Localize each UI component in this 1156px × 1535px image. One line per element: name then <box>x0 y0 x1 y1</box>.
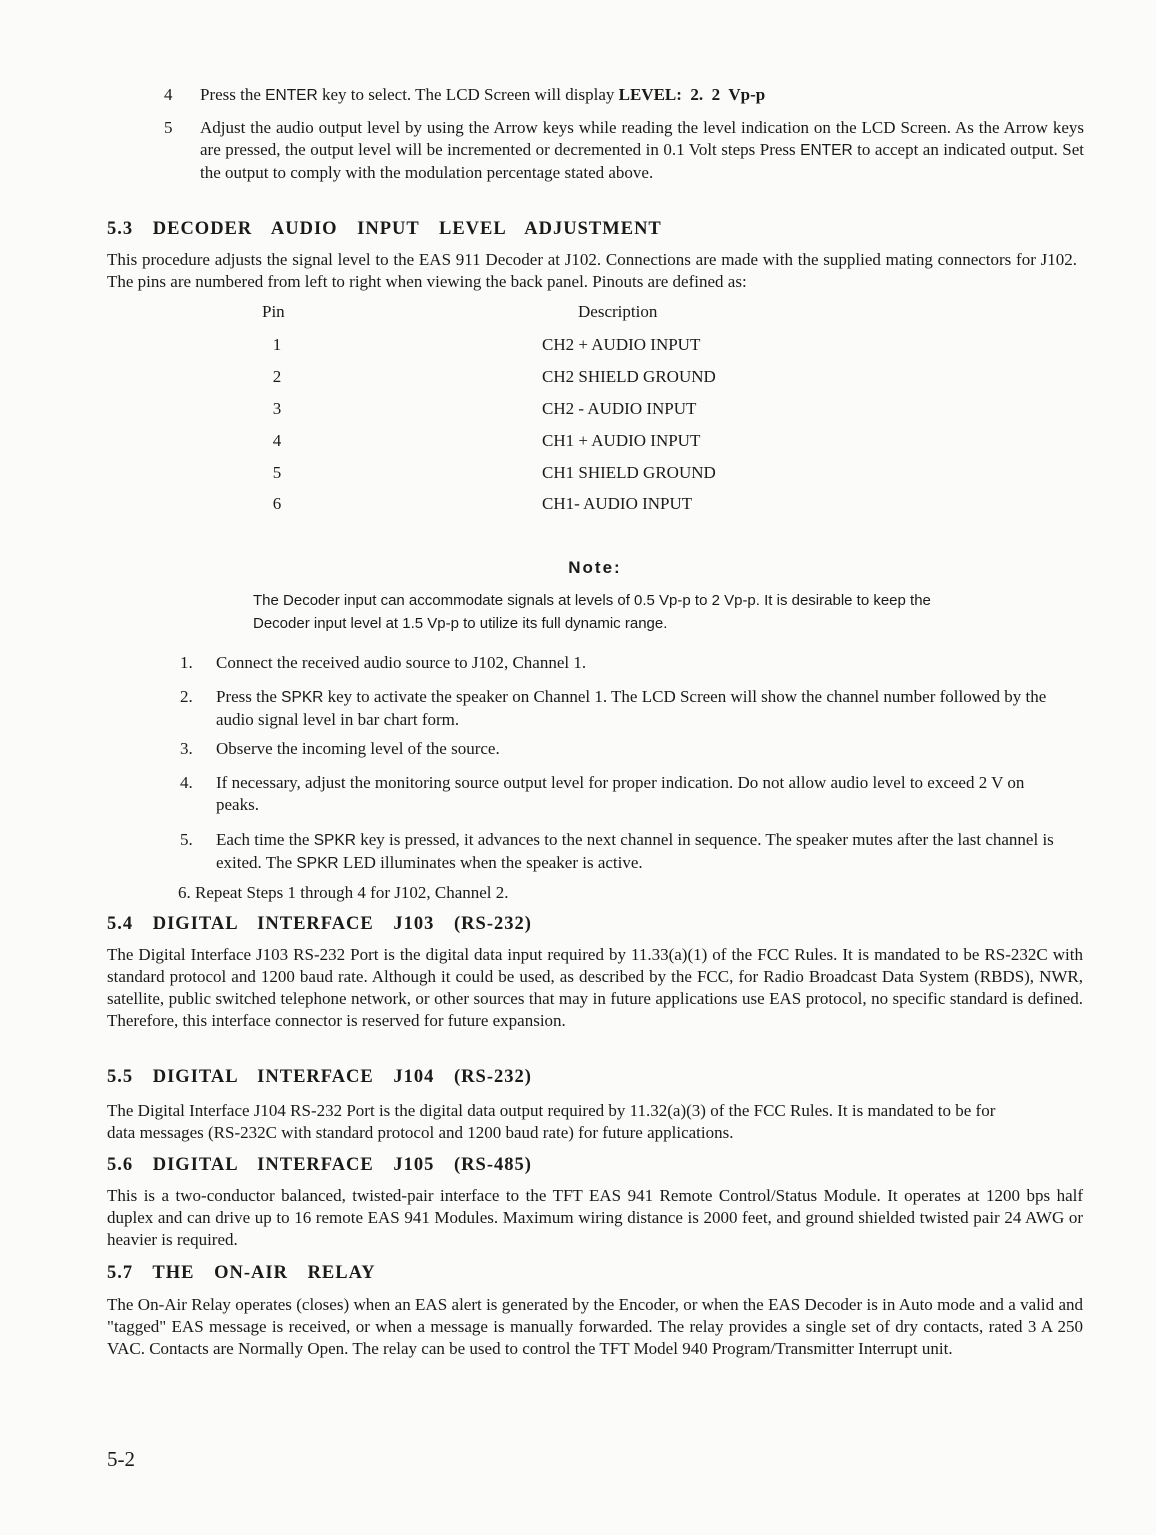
pinout-table-header <box>262 301 822 325</box>
pin-number: 6 <box>272 494 282 513</box>
step-text: LED illuminates when the speaker is active. <box>338 853 643 872</box>
section-heading-5-4: 5.4 DIGITAL INTERFACE J103 (RS-232) <box>107 914 532 934</box>
step-text: 6. Repeat Steps 1 through 4 for J102, Channel 2. <box>178 883 509 902</box>
decoder-step-3 <box>180 738 1060 760</box>
pin-number: 5 <box>272 463 282 482</box>
table-row <box>262 430 822 454</box>
pin-number: 4 <box>272 431 282 450</box>
note-text: The Decoder input can accommodate signals at levels of 0.5 Vp-p to 2 Vp-p. It is desirable to keep the Decoder input level at 1.5 Vp-p to utilize its full dynamic range. <box>253 592 931 632</box>
step-text: key is pressed, it advances to the next channel in sequence. The speaker mutes after the last channel is exited. The <box>216 830 1054 872</box>
step-text: Each time the <box>216 830 314 849</box>
pin-description: CH2 SHIELD GROUND <box>542 367 716 386</box>
section-paragraph-5-4: The Digital Interface J103 RS-232 Port is the digital data input required by 11.33(a)(1) of the FCC Rules. It is mandated to be RS-232C with standard protocol and 1200 baud rate. Although it could be used, as described by the FCC, for Radio Broadcast Data System (RBDS), NWR, satellite, public switched telephone network, or other sources that may in future applications use EAS protocol, no specific standard is defined. Therefore, this interface connector is reserved for future expansion. <box>107 945 1083 1030</box>
step-text: key to activate the speaker on Channel 1. The LCD Screen will show the channel number followed by the audio signal level in bar chart form. <box>216 687 1047 729</box>
intro-step-4 <box>164 84 1084 107</box>
step-text: Press the <box>200 85 266 104</box>
table-row <box>262 493 822 517</box>
pin-number: 1 <box>272 335 282 354</box>
pin-description: CH2 - AUDIO INPUT <box>542 399 697 418</box>
table-row <box>262 334 822 358</box>
decoder-step-4 <box>180 772 1060 816</box>
step-text: to accept an indicated output. Set the output to comply with the modulation percentage stated above. <box>200 140 1085 182</box>
note-title: Note: <box>568 558 622 577</box>
decoder-step-5 <box>180 829 1060 875</box>
section-paragraph-5-5: The Digital Interface J104 RS-232 Port is the digital data output required by 11.32(a)(3) of the FCC Rules. It is mandated to be for data messages (RS-232C with standard protocol and 1200 baud rate) for future applications. <box>107 1101 996 1142</box>
page-number: 5-2 <box>107 1447 135 1471</box>
decoder-step-1 <box>180 652 1060 674</box>
section-paragraph-5-6: This is a two-conductor balanced, twisted-pair interface to the TFT EAS 941 Remote Control/Status Module. It operates at 1200 bps half duplex and can drive up to 16 remote EAS 941 Modules. Maximum wiring distance is 2000 feet, and ground shielded twisted pair 24 AWG or heavier is required. <box>107 1186 1083 1249</box>
lcd-display-text: LEVEL: 2. 2 Vp-p <box>618 85 766 104</box>
decoder-step-2 <box>180 686 1070 731</box>
step-number: 5. <box>180 830 193 849</box>
description-column-header: Description <box>578 302 658 321</box>
step-number: 5 <box>164 118 173 137</box>
decoder-step-6 <box>178 882 1058 904</box>
step-number: 4 <box>164 85 173 104</box>
pin-column-header: Pin <box>262 302 285 321</box>
pin-description: CH1 + AUDIO INPUT <box>542 431 701 450</box>
step-text: Adjust the audio output level by using the Arrow keys while reading the level indication on the LCD Screen. As the Arrow keys are pressed, the output level will be incremented or decremented in 0.1 Volt steps Press <box>200 118 1084 159</box>
pin-description: CH1- AUDIO INPUT <box>542 494 693 513</box>
step-text: Observe the incoming level of the source. <box>216 739 500 758</box>
step-number: 2. <box>180 687 193 706</box>
step-text: key to select. The LCD Screen will display <box>317 85 619 104</box>
step-text: Connect the received audio source to J102, Channel 1. <box>216 653 587 672</box>
step-number: 4. <box>180 773 193 792</box>
spkr-key-label: SPKR <box>281 689 324 706</box>
section-heading-5-3: 5.3 DECODER AUDIO INPUT LEVEL ADJUSTMENT <box>107 219 662 239</box>
step-text: If necessary, adjust the monitoring source output level for proper indication. Do not allow audio level to exceed 2 V on peaks. <box>216 773 1025 814</box>
spkr-key-label: SPKR <box>296 855 339 872</box>
section-heading-5-7: 5.7 THE ON-AIR RELAY <box>107 1263 376 1283</box>
pin-number: 2 <box>272 367 282 386</box>
step-number: 1. <box>180 653 193 672</box>
section-paragraph-5-3: This procedure adjusts the signal level to the EAS 911 Decoder at J102. Connections are made with the supplied mating connectors for J102. The pins are numbered from left to right when viewing the back panel. Pinouts are defined as: <box>107 250 1077 291</box>
pin-description: CH1 SHIELD GROUND <box>542 463 716 482</box>
intro-step-5 <box>164 117 1084 184</box>
pin-description: CH2 + AUDIO INPUT <box>542 335 701 354</box>
table-row <box>262 366 822 390</box>
enter-key-label: ENTER <box>800 142 853 159</box>
table-row <box>262 462 822 486</box>
spkr-key-label: SPKR <box>313 832 356 849</box>
table-row <box>262 398 822 422</box>
section-paragraph-5-7: The On-Air Relay operates (closes) when an EAS alert is generated by the Encoder, or when the EAS Decoder is in Auto mode and a valid and "tagged" EAS message is received, or when a message is manually forwarded. The relay provides a single set of dry contacts, rated 3 A 250 VAC. Contacts are Normally Open. The relay can be used to control the TFT Model 940 Program/Transmitter Interrupt unit. <box>107 1295 1083 1358</box>
step-number: 3. <box>180 739 193 758</box>
enter-key-label: ENTER <box>265 87 318 104</box>
step-text: Press the <box>216 687 282 706</box>
section-heading-5-5: 5.5 DIGITAL INTERFACE J104 (RS-232) <box>107 1067 532 1087</box>
section-heading-5-6: 5.6 DIGITAL INTERFACE J105 (RS-485) <box>107 1155 532 1175</box>
pin-number: 3 <box>272 399 282 418</box>
